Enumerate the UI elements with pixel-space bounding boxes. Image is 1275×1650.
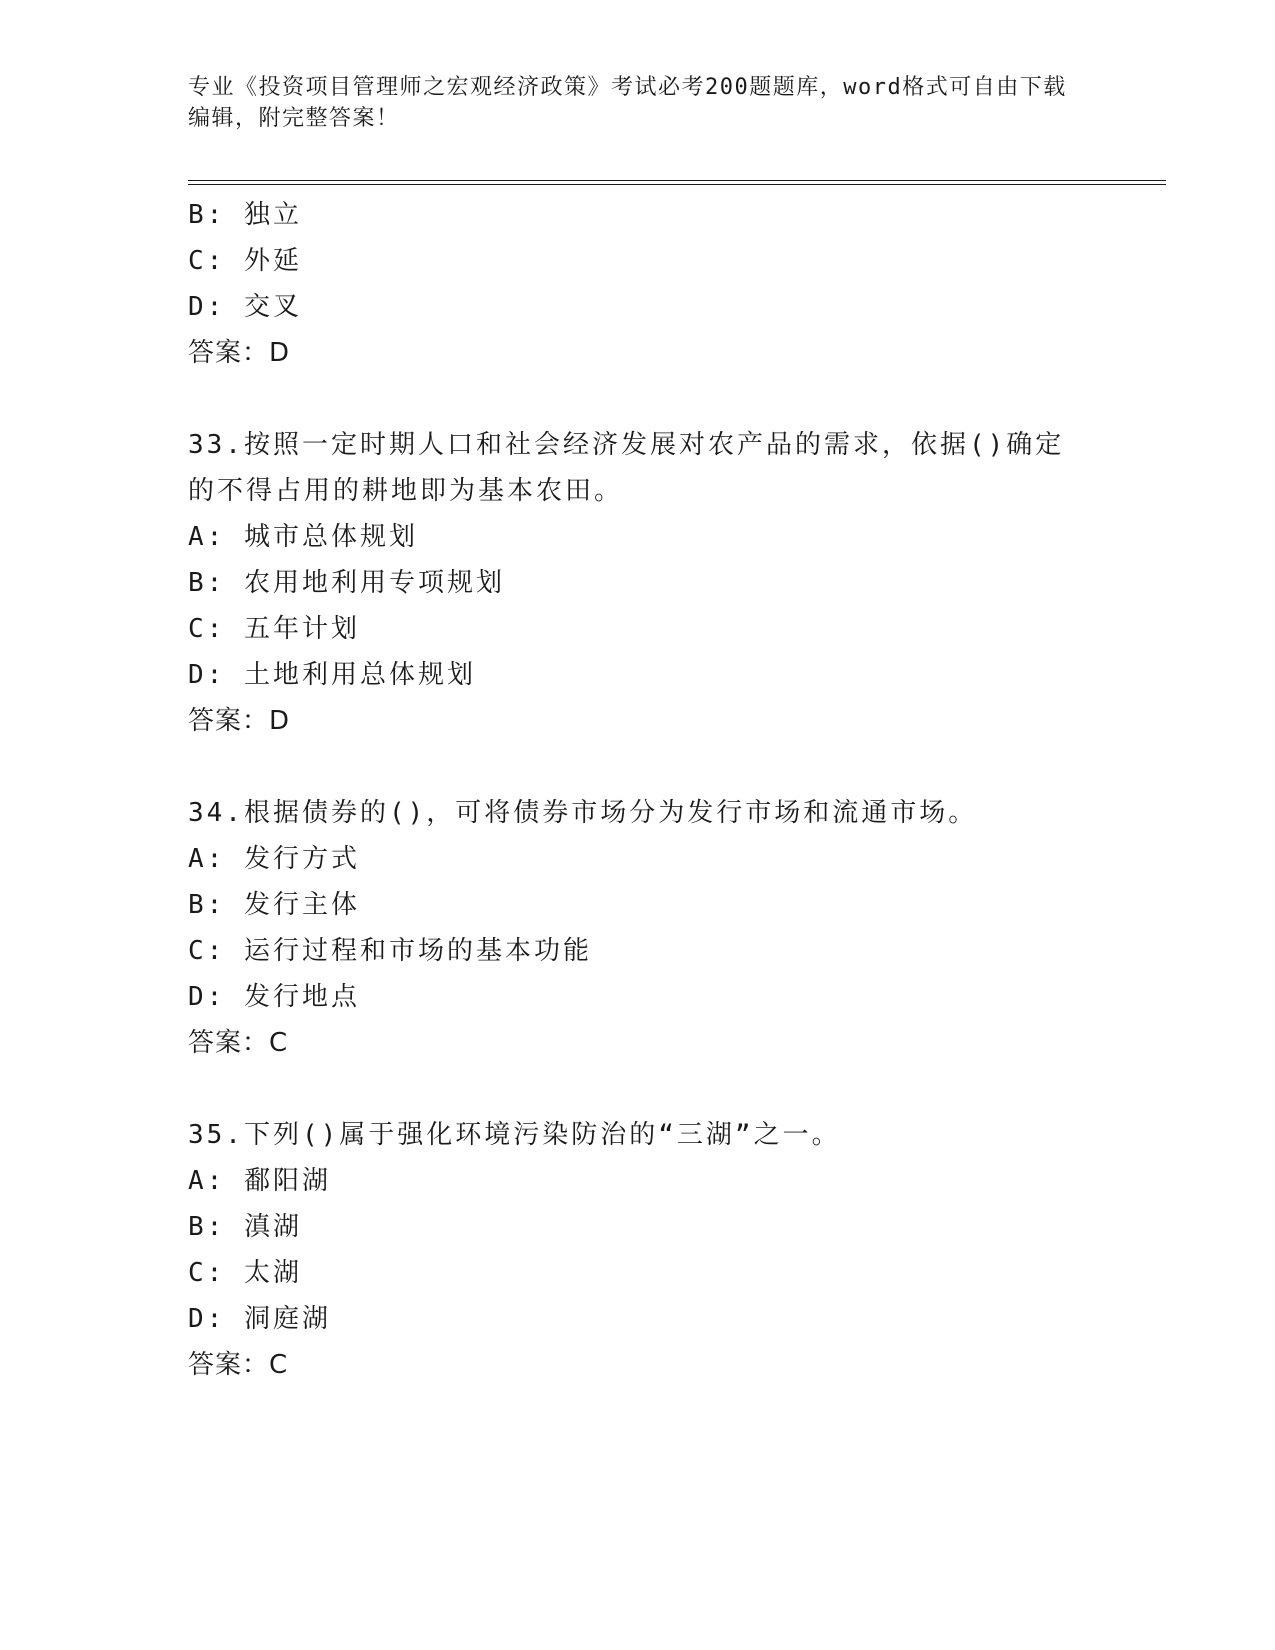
question-block-partial — [188, 192, 1108, 376]
option-d: D: 土地利用总体规划 — [188, 660, 476, 690]
option-b: B: 独立 — [188, 200, 302, 230]
answer-line: 答案：D — [188, 338, 291, 368]
question-text: 34.根据债券的()，可将债券市场分为发行市场和流通市场。 — [188, 798, 978, 828]
option-c: C: 五年计划 — [188, 614, 360, 644]
option-b: B: 滇湖 — [188, 1212, 302, 1242]
answer-line: 答案：D — [188, 706, 291, 736]
answer-line: 答案：C — [188, 1350, 289, 1380]
spacer — [188, 376, 1108, 422]
spacer — [188, 744, 1108, 790]
option-d: D: 发行地点 — [188, 982, 360, 1012]
header-divider-bottom — [188, 184, 1166, 185]
answer-line: 答案：C — [188, 1028, 289, 1058]
option-b: B: 发行主体 — [188, 890, 360, 920]
question-block-35 — [188, 1112, 1108, 1388]
option-c: C: 太湖 — [188, 1258, 302, 1288]
question-text: 33.按照一定时期人口和社会经济发展对农产品的需求，依据()确定的不得占用的耕地即为基本农田。 — [188, 430, 1065, 506]
header-title: 专业《投资项目管理师之宏观经济政策》考试必考200题题库，word格式可自由下载编辑，附完整答案！ — [188, 75, 1067, 131]
question-list — [188, 192, 1108, 1388]
option-c: C: 运行过程和市场的基本功能 — [188, 936, 592, 966]
option-a: A: 城市总体规划 — [188, 522, 418, 552]
spacer — [188, 1066, 1108, 1112]
header-divider-top — [188, 180, 1166, 181]
question-text: 35.下列()属于强化环境污染防治的“三湖”之一。 — [188, 1120, 841, 1150]
option-a: A: 鄱阳湖 — [188, 1166, 331, 1196]
option-c: C: 外延 — [188, 246, 302, 276]
option-d: D: 洞庭湖 — [188, 1304, 331, 1334]
question-block-33 — [188, 422, 1108, 744]
question-block-34 — [188, 790, 1108, 1066]
option-d: D: 交叉 — [188, 292, 302, 322]
option-a: A: 发行方式 — [188, 844, 360, 874]
option-b: B: 农用地利用专项规划 — [188, 568, 505, 598]
document-header — [188, 72, 1088, 134]
